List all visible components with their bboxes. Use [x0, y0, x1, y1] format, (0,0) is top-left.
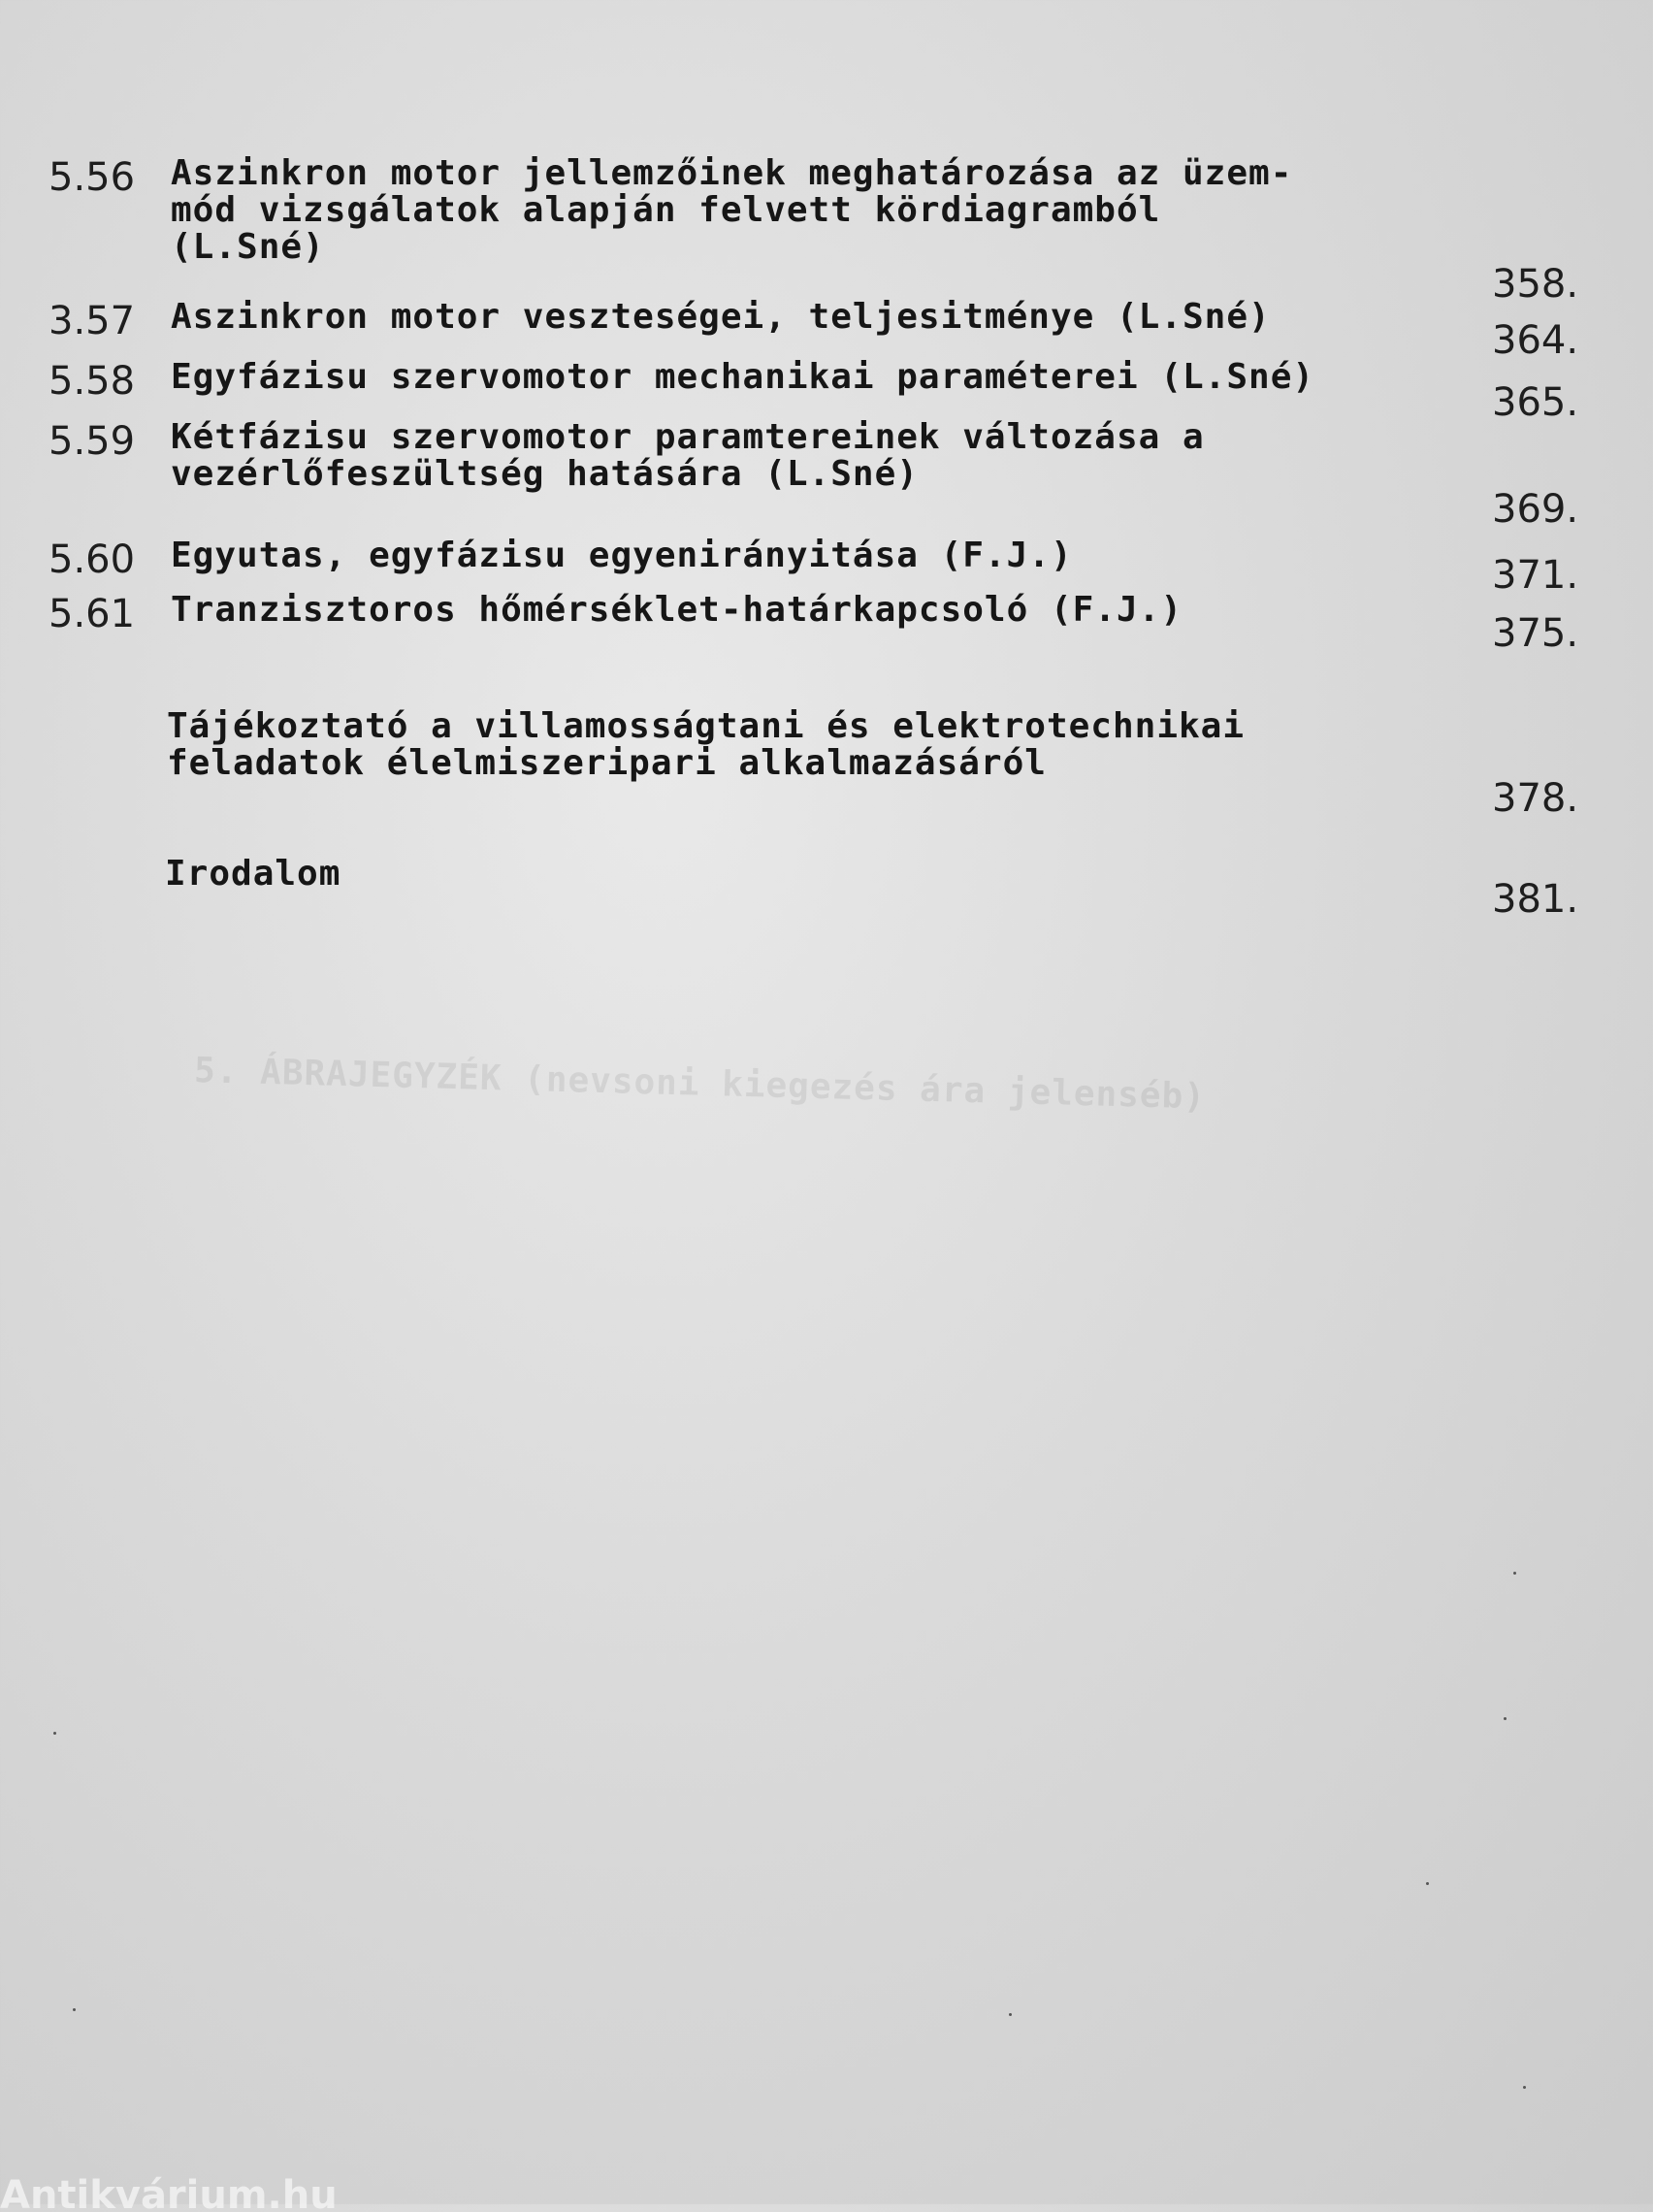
- section-title: Irodalom: [165, 854, 341, 894]
- section-number: 5.59: [49, 419, 136, 464]
- section-number: 5.58: [49, 359, 136, 404]
- section-number: 5.61: [49, 592, 136, 636]
- section-number: 5.56: [49, 155, 136, 200]
- section-title: Tájékoztató a villamosságtani és elektrotechnikai feladatok élelmiszeripari alkalmazásáról: [167, 706, 1246, 783]
- toc-entry-5-56: [49, 155, 1601, 310]
- page-number: 364.: [1492, 318, 1579, 363]
- paper-speck: [1009, 2013, 1012, 2016]
- watermark: Antikvárium.hu: [0, 2173, 338, 2212]
- section-title: Egyfázisu szervomotor mechanikai paraméterei (L.Sné): [171, 357, 1315, 397]
- page-number: 381.: [1492, 877, 1579, 922]
- section-title: Egyutas, egyfázisu egyenirányitása (F.J.): [171, 536, 1073, 575]
- page-number: 375.: [1492, 611, 1579, 656]
- toc-entry-appendix: [49, 708, 1601, 863]
- section-title: Kétfázisu szervomotor paramtereinek változása a vezérlőfeszültség hatására (L.Sné): [171, 417, 1205, 494]
- paper-speck: [1504, 1717, 1507, 1720]
- page-number: 369.: [1492, 487, 1579, 532]
- paper-speck: [73, 2008, 76, 2011]
- paper-speck: [53, 1732, 56, 1735]
- paper-speck: [1523, 2086, 1526, 2089]
- paper-speck: [1513, 1572, 1516, 1575]
- page-number: 365.: [1492, 380, 1579, 425]
- section-number: 3.57: [49, 299, 136, 343]
- page-number: 378.: [1492, 776, 1579, 821]
- section-title: Aszinkron motor jellemzőinek meghatározása az üzem- mód vizsgálatok alapján felvett kördiagramból (L.Sné): [171, 153, 1293, 267]
- paper-speck: [1426, 1882, 1429, 1885]
- bleed-through-text: 5. ÁBRAJEGYZÉK (nevsoni kiegezés ára jelenséb): [193, 1050, 1207, 1118]
- section-number: 5.60: [49, 537, 136, 582]
- toc-entry-bibliography: [49, 856, 1601, 1011]
- section-title: Tranzisztoros hőmérséklet-határkapcsoló (F.J.): [171, 590, 1183, 630]
- page-number: 371.: [1492, 553, 1579, 598]
- page-number: 358.: [1492, 262, 1579, 307]
- section-title: Aszinkron motor veszteségei, teljesitménye (L.Sné): [171, 297, 1271, 337]
